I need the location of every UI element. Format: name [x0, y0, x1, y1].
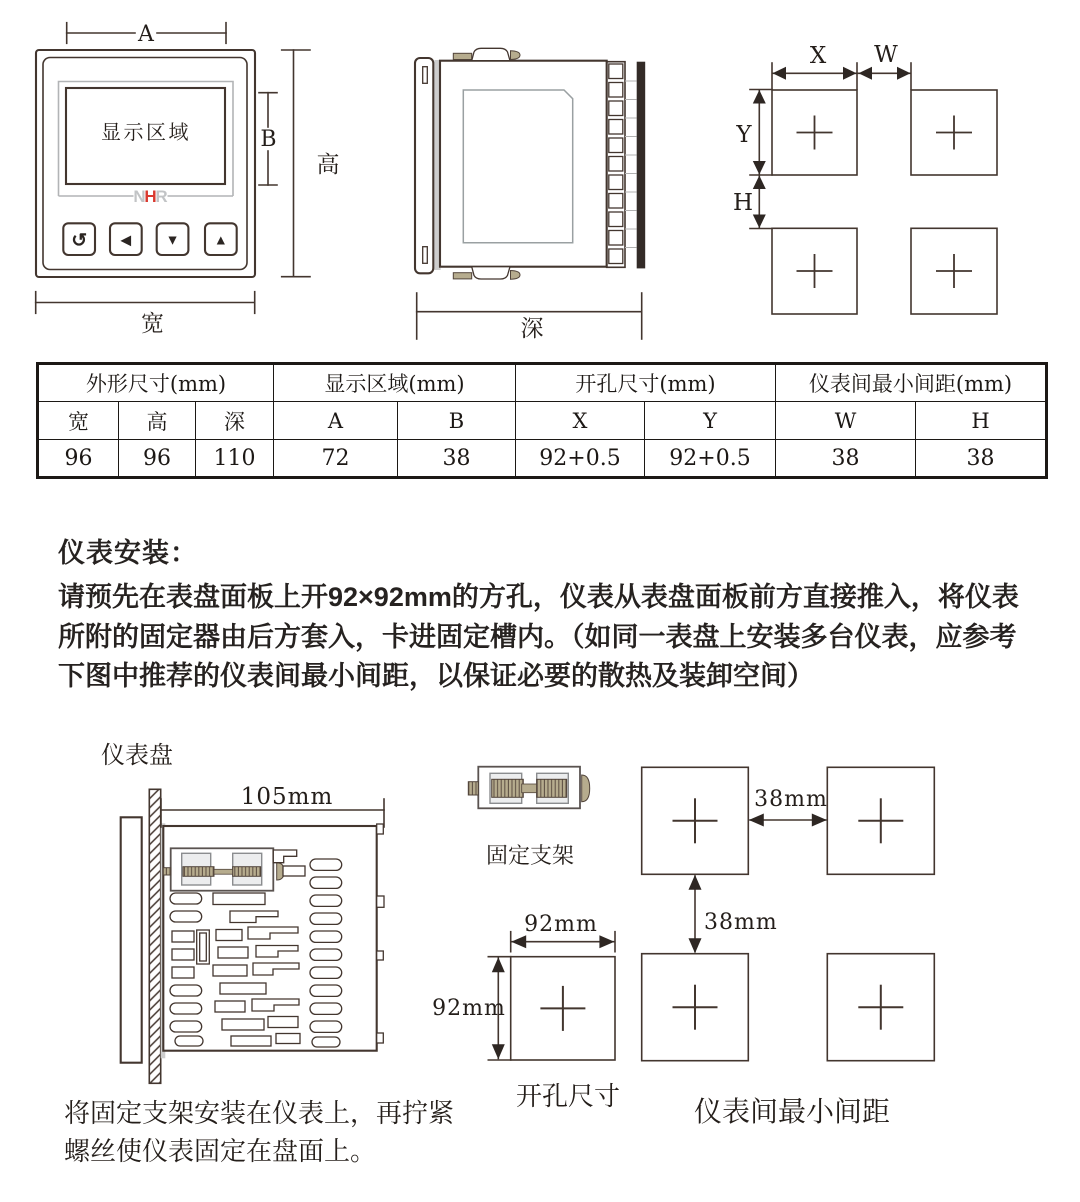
dim-h-label: H: [732, 190, 754, 216]
gap-horizontal-38mm: [749, 787, 828, 827]
table-group-header-row: [38, 364, 1047, 402]
dim-w: [858, 42, 911, 89]
gap-vertical-38mm: [689, 875, 778, 953]
logo-letter-r: R: [155, 187, 168, 206]
dim-92mm-h-label: 92mm: [524, 912, 598, 937]
dim-y: [735, 90, 772, 176]
body-tab: [377, 896, 384, 907]
value-cell: 110: [196, 440, 274, 478]
bezel-slot-top: [423, 67, 428, 84]
dim-b: [259, 93, 277, 185]
logo-letter-n: N: [133, 187, 146, 206]
min-spacing-label: 仪表间最小间距: [693, 1095, 891, 1128]
panel-wall-hatched: [149, 789, 160, 1083]
panel-label: 仪表盘: [101, 741, 173, 769]
table-values-row: [38, 440, 1047, 478]
terminal-rail: [637, 62, 646, 269]
dim-105mm: [161, 784, 384, 827]
up-arrow-icon: ▲: [213, 231, 228, 248]
dim-x: [772, 43, 857, 89]
dim-b-label: B: [260, 127, 277, 152]
center-crosses: [797, 116, 973, 289]
col-header: W: [776, 402, 916, 440]
col-header: 深: [196, 402, 274, 440]
table-subheader-row: [38, 402, 1047, 440]
panel-mount-figure: [64, 741, 454, 1167]
logo-letter-h: H: [144, 187, 157, 206]
dim-height: [282, 50, 340, 277]
center-cross: [540, 986, 585, 1031]
install-line: 所附的固定器由后方套入，卡进固定槽内。（如同一表盘上安装多台仪表，应参考: [58, 621, 1017, 652]
value-cell: 38: [776, 440, 916, 478]
col-header: 宽: [38, 402, 119, 440]
min-spacing-figure: [642, 767, 935, 1128]
nhr-logo: [133, 187, 167, 206]
front-bezel: [121, 817, 142, 1062]
fixing-bracket-figure: [468, 767, 589, 869]
terminal-block: [607, 62, 646, 269]
dim-92mm-vertical: [432, 957, 511, 1060]
col-header: 高: [119, 402, 196, 440]
gap-h-label: 38mm: [754, 787, 828, 812]
value-cell: 96: [119, 440, 196, 478]
cutout-grid-figure: [733, 42, 997, 314]
value-cell: 96: [38, 440, 119, 478]
dim-w-label: W: [874, 42, 898, 68]
mount-note-line2: 螺丝使仪表固定在盘面上。: [64, 1137, 377, 1167]
bracket-label: 固定支架: [485, 844, 575, 869]
left-arrow-icon: ◀: [120, 231, 132, 248]
dim-y-label: Y: [736, 122, 752, 148]
install-line: 请预先在表盘面板上开92×92mm的方孔，仪表从表盘面板前方直接推入，将仪表: [58, 582, 1019, 612]
dimension-figures: [0, 0, 1080, 360]
dim-height-label: 高: [316, 152, 340, 178]
mounting-figures: [0, 730, 1080, 1202]
col-header: H: [916, 402, 1047, 440]
dim-depth: [417, 293, 642, 342]
display-area-label: 显示区域: [101, 120, 191, 144]
loop-icon: ↺: [71, 230, 88, 252]
screw-shaft: [522, 784, 537, 793]
group-header-spacing: 仪表间最小间距(mm): [776, 364, 1047, 402]
side-view-figure: [415, 48, 645, 342]
front-view-figure: [36, 22, 340, 337]
body-tab: [377, 1033, 384, 1043]
screw-tip: [468, 782, 478, 795]
dim-width: [36, 292, 255, 337]
dim-a: [67, 22, 226, 47]
bottom-mount-clamp: [453, 267, 520, 280]
col-header: A: [274, 402, 398, 440]
body-tab: [377, 951, 384, 960]
install-instructions: [58, 536, 1038, 697]
dim-width-label: 宽: [141, 311, 164, 337]
cutout-size-label: 开孔尺寸: [515, 1082, 621, 1112]
value-cell: 92+0.5: [645, 440, 776, 478]
dim-depth-label: 深: [520, 316, 544, 342]
dimension-spec-table: [36, 362, 1048, 479]
top-mount-clamp: [453, 48, 520, 60]
dim-105mm-label: 105mm: [240, 784, 334, 810]
dim-h: [733, 176, 772, 229]
value-cell: 92+0.5: [516, 440, 645, 478]
value-cell: 72: [274, 440, 398, 478]
group-header-cutout: 开孔尺寸(mm): [516, 364, 776, 402]
body-tab: [377, 824, 384, 834]
cutout-size-figure: [432, 912, 620, 1112]
col-header: X: [516, 402, 645, 440]
dim-92mm-horizontal: [511, 912, 615, 952]
group-header-display: 显示区域(mm): [274, 364, 516, 402]
mounted-bracket: [163, 848, 284, 890]
value-cell: 38: [916, 440, 1047, 478]
group-header-outline: 外形尺寸(mm): [38, 364, 274, 402]
dim-x-label: X: [809, 43, 827, 69]
gap-v-label: 38mm: [704, 910, 778, 935]
screw-head: [582, 775, 590, 802]
col-header: Y: [645, 402, 776, 440]
value-cell: 38: [398, 440, 516, 478]
mount-note-line1: 将固定支架安装在仪表上，再拧紧: [64, 1099, 455, 1129]
side-inner-board: [463, 90, 572, 243]
screw-thread: [492, 779, 524, 797]
col-header: B: [398, 402, 516, 440]
dim-a-label: A: [138, 22, 154, 47]
screw-thread: [537, 779, 567, 797]
dim-92mm-v-label: 92mm: [432, 996, 506, 1021]
down-arrow-icon: ▼: [165, 231, 180, 248]
side-bezel: [415, 58, 433, 273]
install-heading: 仪表安装：: [58, 538, 198, 568]
install-line: 下图中推荐的仪表间最小间距，以保证必要的散热及装卸空间）: [58, 661, 814, 691]
bezel-slot-bottom: [423, 247, 428, 264]
